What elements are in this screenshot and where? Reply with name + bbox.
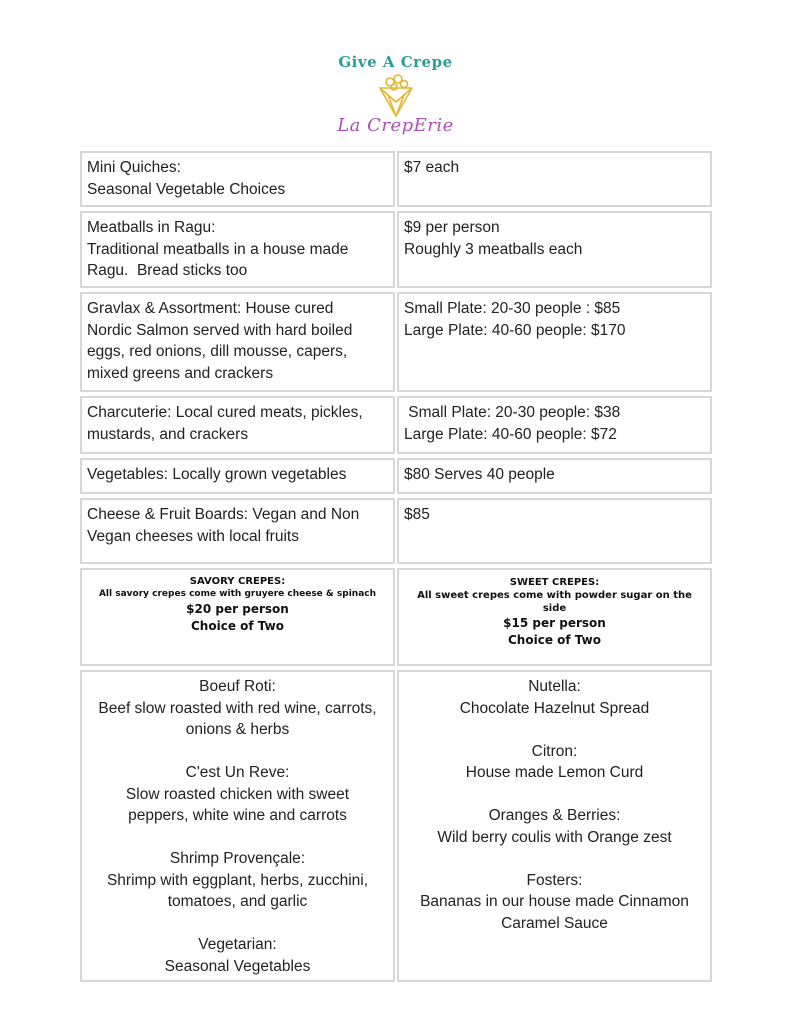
price-line: Small Plate: 20-30 people: $38 xyxy=(404,404,621,421)
brand-title: Give A Crepe xyxy=(338,53,453,71)
crepe-name: Fosters: xyxy=(526,871,583,889)
crepe-desc: peppers, white wine and carrots xyxy=(128,807,347,824)
crepe-name: Vegetarian: xyxy=(198,936,277,953)
savory-header xyxy=(80,568,395,666)
item-line: Nordic Salmon served with hard boiled xyxy=(87,321,353,339)
crepe-name: Citron: xyxy=(531,742,578,760)
item-line: eggs, red onions, dill mousse, capers, xyxy=(87,343,348,360)
crepe-desc: onions & herbs xyxy=(185,721,290,738)
sweet-note: All sweet crepes come with powder sugar on the side xyxy=(417,590,692,614)
item-line: Gravlax & Assortment: House cured xyxy=(87,300,334,317)
savory-heading: SAVORY CREPES: xyxy=(189,576,286,587)
crepe-desc: House made Lemon Curd xyxy=(465,764,644,781)
item-line: Seasonal Vegetable Choices xyxy=(87,180,286,198)
price-line: Small Plate: 20-30 people : $85 xyxy=(404,300,621,317)
item-line: mustards, and crackers xyxy=(87,425,249,443)
sweet-price: $15 per person xyxy=(503,616,606,630)
crepe-desc: Chocolate Hazelnut Spread xyxy=(459,699,650,717)
price-line: $7 each xyxy=(404,159,460,176)
crepe-cone-icon xyxy=(374,72,418,118)
crepe-desc: Caramel Sauce xyxy=(501,914,608,932)
charcuterie-desc xyxy=(80,396,395,454)
price-line: Roughly 3 meatballs each xyxy=(404,240,583,258)
item-line: Meatballs in Ragu: xyxy=(87,219,216,236)
brand-subtitle: La CrepErie xyxy=(337,115,454,136)
crepe-desc: Beef slow roasted with red wine, carrots, xyxy=(98,699,377,717)
crepe-name: Shrimp Provençale: xyxy=(169,850,306,867)
sweet-header xyxy=(397,568,712,666)
item-line: Mini Quiches: xyxy=(87,159,181,176)
item-line: Traditional meatballs in a house made xyxy=(87,240,349,258)
price-line: Large Plate: 40-60 people: $170 xyxy=(404,321,626,339)
price-line: Large Plate: 40-60 people: $72 xyxy=(404,425,617,443)
savory-note: All savory crepes come with gruyere cheese & spinach xyxy=(98,589,377,599)
cheese-desc xyxy=(80,498,395,564)
crepe-desc: Shrimp with eggplant, herbs, zucchini, xyxy=(106,871,369,889)
savory-choice: Choice of Two xyxy=(191,619,284,633)
crepe-desc: tomatoes, and garlic xyxy=(167,893,308,910)
mini-quiches-desc xyxy=(80,151,395,207)
gravlax-price xyxy=(397,292,712,392)
crepe-name: Oranges & Berries: xyxy=(488,807,621,824)
crepe-desc: Wild berry coulis with Orange zest xyxy=(437,828,672,846)
vegetables-desc xyxy=(80,458,395,494)
sweet-list xyxy=(397,670,712,982)
mini-quiches-price xyxy=(397,151,712,207)
savory-list xyxy=(80,670,395,982)
gravlax-desc xyxy=(80,292,395,392)
item-line: Ragu. Bread sticks too xyxy=(87,262,248,279)
item-line: Cheese & Fruit Boards: Vegan and Non xyxy=(87,506,360,523)
sweet-heading: SWEET CREPES: xyxy=(509,577,600,588)
price-line: $85 xyxy=(404,506,430,523)
crepe-desc: Bananas in our house made Cinnamon xyxy=(420,893,689,910)
meatballs-desc xyxy=(80,211,395,288)
savory-price: $20 per person xyxy=(186,602,289,616)
crepe-desc: Slow roasted chicken with sweet xyxy=(125,785,350,803)
item-line: mixed greens and crackers xyxy=(87,364,274,382)
item-line: Charcuterie: Local cured meats, pickles, xyxy=(87,404,363,421)
item-line: Vegan cheeses with local fruits xyxy=(87,527,299,545)
crepe-name: Nutella: xyxy=(528,678,581,695)
meatballs-price xyxy=(397,211,712,288)
price-line: $9 per person xyxy=(404,219,500,236)
crepe-name: C'est Un Reve: xyxy=(185,764,290,781)
crepe-desc: Seasonal Vegetables xyxy=(164,957,311,975)
item-line: Vegetables: Locally grown vegetables xyxy=(87,466,347,483)
price-line: $80 Serves 40 people xyxy=(404,466,555,483)
charcuterie-price xyxy=(397,396,712,454)
sweet-choice: Choice of Two xyxy=(508,633,601,647)
cheese-price xyxy=(397,498,712,564)
vegetables-price xyxy=(397,458,712,494)
crepe-name: Boeuf Roti: xyxy=(199,678,276,695)
